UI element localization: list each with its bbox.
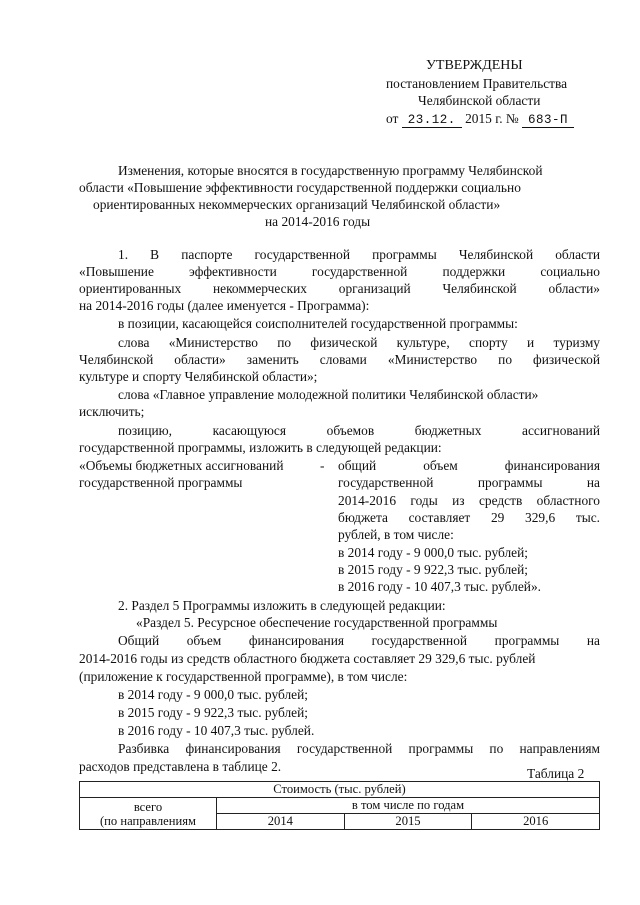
approval-title: УТВЕРЖДЕНЫ <box>426 58 523 73</box>
by-years-header: в том числе по годам <box>217 798 600 814</box>
para9-line-1: Разбивка финансирования государственной программы по направлениям <box>118 741 600 756</box>
budget-right-line-1: общий объем финансирования <box>338 458 600 473</box>
year-col-2016: 2016 <box>472 814 600 830</box>
para7: «Раздел 5. Ресурсное обеспечение государственной программы <box>136 615 498 630</box>
budget-right-line-2: государственной программы на <box>338 475 600 490</box>
budget-right-line-6: в 2014 году - 9 000,0 тыс. рублей; <box>338 545 528 560</box>
cost-header: Стоимость (тыс. рублей) <box>80 782 600 798</box>
para9-line-2: расходов представлена в таблице 2. <box>79 759 282 774</box>
heading-line-1: Изменения, которые вносятся в государственную программу Челябинской <box>118 163 543 178</box>
table-2 <box>79 781 600 830</box>
para3-line-3: культуре и спорту Челябинской области»; <box>79 369 318 384</box>
para3-line-1: слова «Министерство по физической культуре, спорту и туризму <box>118 335 600 350</box>
para2: в позиции, касающейся соисполнителей государственной программы: <box>118 316 518 331</box>
para8-line-3: (приложение к государственной программе), в том числе: <box>79 669 408 684</box>
approval-year: 2015 г. № <box>465 111 519 126</box>
para1-line-1: 1. В паспорте государственной программы Челябинской области <box>118 247 600 262</box>
para8-line-2: 2014-2016 годы из средств областного бюджета составляет 29 329,6 тыс. рублей <box>79 651 536 666</box>
budget-left-line-2: государственной программы <box>79 475 243 490</box>
approval-date-line <box>386 111 574 128</box>
total-line-1: всего <box>133 799 163 814</box>
total-line-2: (по направлениям <box>99 813 197 828</box>
heading-line-4: на 2014-2016 годы <box>265 214 371 229</box>
para5-line-1: позицию, касающуюся объемов бюджетных ассигнований <box>118 423 600 438</box>
para4-line-1: слова «Главное управление молодежной политики Челябинской области» <box>118 387 539 402</box>
table-row <box>80 782 600 798</box>
approval-from: от <box>386 111 399 126</box>
budget-right-line-4: бюджета составляет 29 329,6 тыс. <box>338 510 600 525</box>
year-col-2014: 2014 <box>217 814 345 830</box>
para5-line-2: государственной программы, изложить в следующей редакции: <box>79 440 442 455</box>
total-cell <box>80 798 217 830</box>
year-line-2016: в 2016 году - 10 407,3 тыс. рублей. <box>118 723 315 738</box>
para6: 2. Раздел 5 Программы изложить в следующей редакции: <box>118 598 446 613</box>
para1-line-2: «Повышение эффективности государственной поддержки социально <box>79 264 600 279</box>
year-col-2015: 2015 <box>344 814 472 830</box>
para4-line-2: исключить; <box>79 404 145 419</box>
heading-line-3: ориентированных некоммерческих организаций Челябинской области» <box>93 197 501 212</box>
heading-line-2: области «Повышение эффективности государственной поддержки социально <box>79 180 521 195</box>
budget-right-line-7: в 2015 году - 9 922,3 тыс. рублей; <box>338 562 528 577</box>
approval-number: 683-П <box>522 114 574 128</box>
approval-date: 23.12. <box>402 114 462 128</box>
approval-line1: постановлением Правительства <box>386 76 568 91</box>
para8-line-1: Общий объем финансирования государственной программы на <box>118 633 600 648</box>
budget-dash: - <box>320 458 325 473</box>
table-caption: Таблица 2 <box>527 766 585 781</box>
budget-right-line-8: в 2016 году - 10 407,3 тыс. рублей». <box>338 579 541 594</box>
approval-line2: Челябинской области <box>418 93 541 108</box>
budget-right-line-5: рублей, в том числе: <box>338 527 454 542</box>
year-line-2015: в 2015 году - 9 922,3 тыс. рублей; <box>118 705 308 720</box>
year-line-2014: в 2014 году - 9 000,0 тыс. рублей; <box>118 687 308 702</box>
para3-line-2: Челябинской области» заменить словами «Министерство по физической <box>79 352 600 367</box>
budget-right-line-3: 2014-2016 годы из средств областного <box>338 493 600 508</box>
para1-line-3: ориентированных некоммерческих организаций Челябинской области» <box>79 281 600 296</box>
table-row <box>80 798 600 814</box>
para1-line-4: на 2014-2016 годы (далее именуется - Программа): <box>79 298 370 313</box>
budget-left-line-1: «Объемы бюджетных ассигнований <box>79 458 284 473</box>
